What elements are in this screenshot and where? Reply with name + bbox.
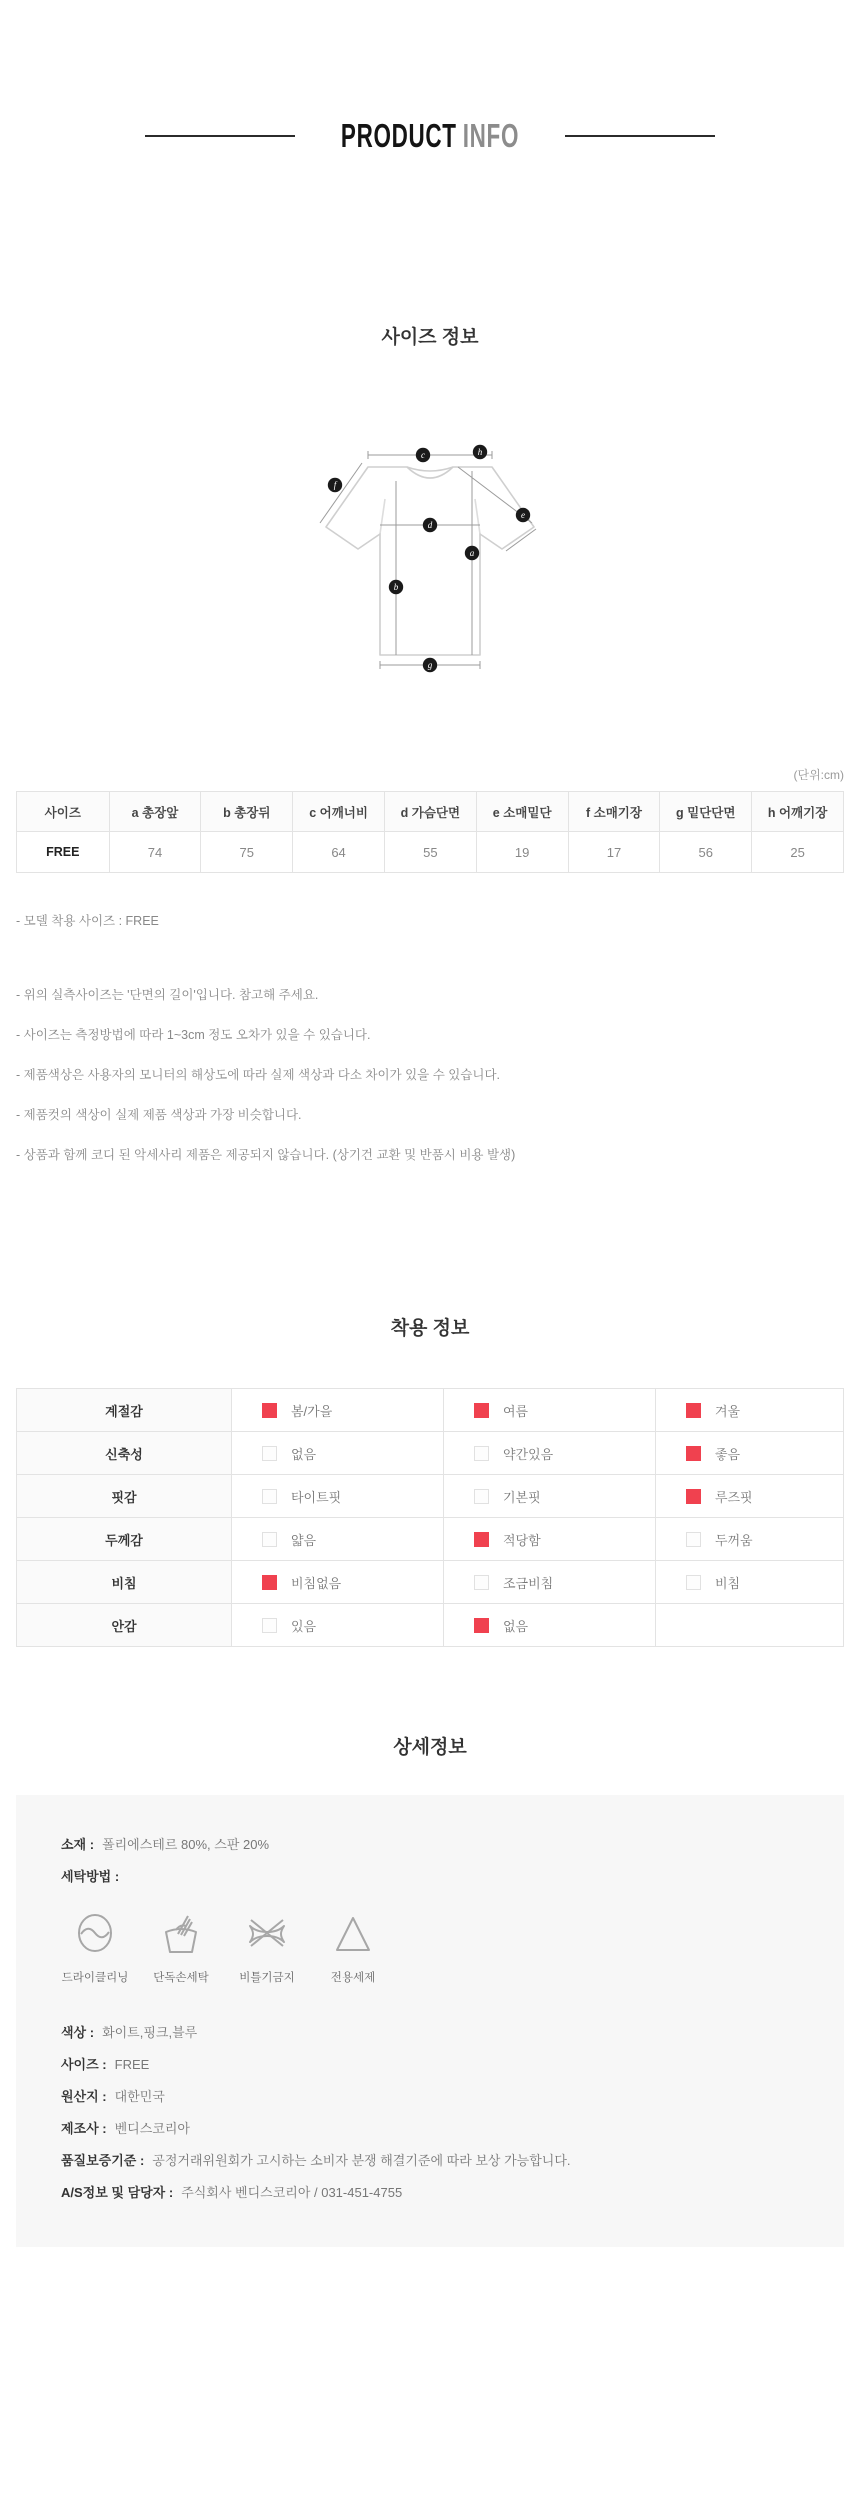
- detail-fields-top: [61, 1837, 799, 1884]
- size-table: [16, 791, 844, 873]
- fit-option-label: 기본핏: [502, 1489, 541, 1505]
- fit-option-cell: [232, 1561, 444, 1604]
- fit-row-label: 안감: [17, 1604, 232, 1647]
- fit-option-cell: [655, 1561, 843, 1604]
- fit-option-label: 좋음: [714, 1446, 741, 1462]
- fit-option-cell: [655, 1432, 843, 1475]
- fit-option-label: 비침없음: [291, 1575, 342, 1591]
- badge-f: [328, 478, 342, 492]
- size-note: - 제품색상은 사용자의 모니터의 해상도에 따라 실제 색상과 다소 차이가 있을 수 있습니다.: [16, 1068, 501, 1082]
- detail-field: [61, 1837, 799, 1852]
- size-column-header: g 밑단단면: [660, 792, 752, 832]
- size-column-header: 사이즈: [17, 792, 110, 832]
- checkbox-unchecked-icon: [686, 1575, 701, 1590]
- fit-option-label: 없음: [291, 1446, 317, 1462]
- tshirt-outline: [326, 467, 534, 655]
- care-label: 드라이클리닝: [61, 1972, 129, 1984]
- fit-option-cell: [232, 1518, 444, 1561]
- checkbox-checked-icon: [262, 1403, 277, 1418]
- fit-row: [17, 1604, 844, 1647]
- fit-option-label: 루즈핏: [714, 1489, 753, 1505]
- size-column-header: c 어깨너비: [293, 792, 385, 832]
- badge-h: [473, 445, 487, 459]
- detail-field: [61, 2185, 799, 2200]
- fit-row-label: 핏감: [17, 1475, 232, 1518]
- checkbox-unchecked-icon: [474, 1575, 489, 1590]
- size-cell-value: 55: [384, 832, 476, 873]
- size-cell-value: 74: [109, 832, 201, 873]
- model-size-note: - 모델 착용 사이즈 : FREE: [16, 914, 159, 928]
- no-wring-icon: [244, 1910, 290, 1956]
- detail-field-label: 소재 :: [61, 1837, 95, 1852]
- detail-field-value: 벤디스코리아: [114, 2121, 190, 2136]
- care-hand-wash: [147, 1910, 215, 1985]
- fit-option-cell: [443, 1518, 655, 1561]
- fit-option-label: 없음: [502, 1618, 529, 1634]
- svg-text:c: c: [421, 450, 425, 460]
- fit-option-cell: [232, 1432, 444, 1475]
- detail-field: [61, 2057, 799, 2072]
- checkbox-checked-icon: [686, 1446, 701, 1461]
- detail-field-label: 제조사 :: [61, 2121, 107, 2136]
- fit-option-cell: [655, 1604, 843, 1647]
- detail-field: [61, 2121, 799, 2136]
- detail-field-value: 화이트,핑크,블루: [102, 2025, 198, 2040]
- fit-option-label: 타이트핏: [291, 1489, 342, 1505]
- size-table-header-row: [17, 792, 844, 832]
- tshirt-measurement-diagram: [16, 441, 844, 686]
- unit-label: (단위:cm): [793, 768, 844, 782]
- size-cell-value: 56: [660, 832, 752, 873]
- detail-field: [61, 2025, 799, 2040]
- care-label: 비틀기금지: [239, 1972, 295, 1984]
- detail-field-label: 품질보증기준 :: [61, 2153, 145, 2168]
- svg-text:e: e: [521, 510, 525, 520]
- detail-field-label: 세탁방법 :: [61, 1869, 120, 1884]
- detail-field-label: 색상 :: [61, 2025, 95, 2040]
- size-column-header: a 총장앞: [109, 792, 201, 832]
- checkbox-checked-icon: [686, 1489, 701, 1504]
- detail-box: [16, 1795, 844, 2247]
- detail-section-title: 상세정보: [393, 1737, 467, 1758]
- fit-option-cell: [655, 1389, 843, 1432]
- fit-option-cell: [232, 1475, 444, 1518]
- page-title-primary: PRODUCT: [340, 117, 457, 154]
- detail-field-value: 공정거래위원회가 고시하는 소비자 분쟁 해결기준에 따라 보상 가능합니다.: [152, 2153, 571, 2168]
- badge-d: [423, 518, 437, 532]
- badge-g: [423, 658, 437, 672]
- detail-field-value: 폴리에스테르 80%, 스판 20%: [102, 1837, 270, 1852]
- fit-option-label: 겨울: [714, 1403, 741, 1419]
- care-icons-row: [61, 1910, 799, 1985]
- size-column-header: h 어깨기장: [752, 792, 844, 832]
- size-note: - 상품과 함께 코디 된 악세사리 제품은 제공되지 않습니다. (상기건 교환 및 반품시 비용 발생): [16, 1148, 516, 1162]
- checkbox-checked-icon: [474, 1532, 489, 1547]
- detail-field-value: 주식회사 벤디스코리아 / 031-451-4755: [181, 2185, 403, 2200]
- fit-option-cell: [655, 1518, 843, 1561]
- size-section-title: 사이즈 정보: [381, 327, 479, 348]
- size-column-header: d 가슴단면: [384, 792, 476, 832]
- dry-clean-icon: [72, 1910, 118, 1956]
- fit-option-cell: [443, 1475, 655, 1518]
- badge-c: [416, 448, 430, 462]
- care-label: 단독손세탁: [153, 1972, 209, 1984]
- fit-row: [17, 1561, 844, 1604]
- fit-table: [16, 1388, 844, 1647]
- size-column-header: e 소매밑단: [476, 792, 568, 832]
- checkbox-unchecked-icon: [474, 1446, 489, 1461]
- fit-row-label: 신축성: [17, 1432, 232, 1475]
- tshirt-diagram-svg: [280, 441, 580, 681]
- svg-text:f: f: [333, 480, 337, 490]
- fit-option-label: 조금비침: [502, 1575, 554, 1591]
- fit-option-cell: [443, 1561, 655, 1604]
- fit-option-label: 여름: [502, 1403, 529, 1419]
- size-column-header: f 소매기장: [568, 792, 660, 832]
- fit-option-label: 봄/가을: [291, 1403, 333, 1419]
- fit-row: [17, 1389, 844, 1432]
- page-title: [341, 118, 519, 154]
- badge-e: [516, 508, 530, 522]
- size-cell-value: 25: [752, 832, 844, 873]
- detail-field: [61, 1869, 799, 1884]
- size-cell-value: 19: [476, 832, 568, 873]
- care-no-wring: [233, 1910, 301, 1985]
- fit-row-label: 두께감: [17, 1518, 232, 1561]
- checkbox-unchecked-icon: [262, 1446, 277, 1461]
- fit-option-cell: [232, 1604, 444, 1647]
- detail-field-label: 사이즈 :: [61, 2057, 107, 2072]
- product-info-header: [16, 118, 844, 154]
- size-notes: [16, 985, 844, 1163]
- fit-option-label: 약간있음: [502, 1446, 554, 1462]
- fit-row: [17, 1432, 844, 1475]
- checkbox-checked-icon: [474, 1618, 489, 1633]
- size-note: - 위의 실측사이즈는 '단면의 길이'입니다. 참고해 주세요.: [16, 988, 319, 1002]
- fit-section-title: 착용 정보: [390, 1318, 470, 1339]
- fit-option-cell: [655, 1475, 843, 1518]
- size-table-row: [17, 832, 844, 873]
- checkbox-unchecked-icon: [262, 1532, 277, 1547]
- svg-text:g: g: [427, 660, 433, 670]
- size-column-header: b 총장뒤: [201, 792, 293, 832]
- detail-field: [61, 2153, 799, 2168]
- fit-option-label: 얇음: [291, 1532, 317, 1548]
- fit-row: [17, 1475, 844, 1518]
- fit-option-label: 두꺼움: [714, 1532, 753, 1548]
- checkbox-unchecked-icon: [474, 1489, 489, 1504]
- badge-a: [465, 546, 479, 560]
- detail-field-value: FREE: [114, 2057, 150, 2072]
- header-left-rule: [145, 135, 295, 137]
- size-cell-value: 75: [201, 832, 293, 873]
- fit-option-label: 비침: [714, 1575, 741, 1591]
- fit-row-label: 계절감: [17, 1389, 232, 1432]
- checkbox-checked-icon: [262, 1575, 277, 1590]
- svg-text:d: d: [427, 520, 433, 530]
- header-right-rule: [565, 135, 715, 137]
- svg-text:h: h: [477, 447, 483, 457]
- special-detergent-icon: [330, 1910, 376, 1956]
- care-dry-clean: [61, 1910, 129, 1985]
- fit-option-label: 있음: [291, 1618, 317, 1634]
- checkbox-unchecked-icon: [686, 1532, 701, 1547]
- size-cell-value: 64: [293, 832, 385, 873]
- checkbox-unchecked-icon: [262, 1618, 277, 1633]
- fit-option-cell: [443, 1604, 655, 1647]
- hand-wash-icon: [158, 1910, 204, 1956]
- page-title-secondary: INFO: [462, 117, 520, 154]
- detail-field-label: 원산지 :: [61, 2089, 107, 2104]
- fit-option-label: 적당함: [502, 1532, 541, 1548]
- page: [16, 118, 844, 2247]
- size-cell-value: 17: [568, 832, 660, 873]
- fit-option-cell: [232, 1389, 444, 1432]
- svg-text:a: a: [469, 548, 475, 558]
- detail-fields-bottom: [61, 2025, 799, 2200]
- checkbox-checked-icon: [686, 1403, 701, 1418]
- size-note: - 사이즈는 측정방법에 따라 1~3cm 정도 오차가 있을 수 있습니다.: [16, 1028, 371, 1042]
- fit-row: [17, 1518, 844, 1561]
- detail-field-label: A/S정보 및 담당자 :: [61, 2185, 174, 2200]
- badge-b: [389, 580, 403, 594]
- fit-option-cell: [443, 1389, 655, 1432]
- size-cell-label: FREE: [17, 832, 110, 873]
- detail-field-value: 대한민국: [114, 2089, 165, 2104]
- fit-row-label: 비침: [17, 1561, 232, 1604]
- care-label: 전용세제: [330, 1972, 376, 1984]
- detail-field: [61, 2089, 799, 2104]
- care-special-detergent: [319, 1910, 387, 1985]
- fit-option-cell: [443, 1432, 655, 1475]
- checkbox-checked-icon: [474, 1403, 489, 1418]
- svg-text:b: b: [393, 582, 399, 592]
- checkbox-unchecked-icon: [262, 1489, 277, 1504]
- size-note: - 제품컷의 색상이 실제 제품 색상과 가장 비슷합니다.: [16, 1108, 302, 1122]
